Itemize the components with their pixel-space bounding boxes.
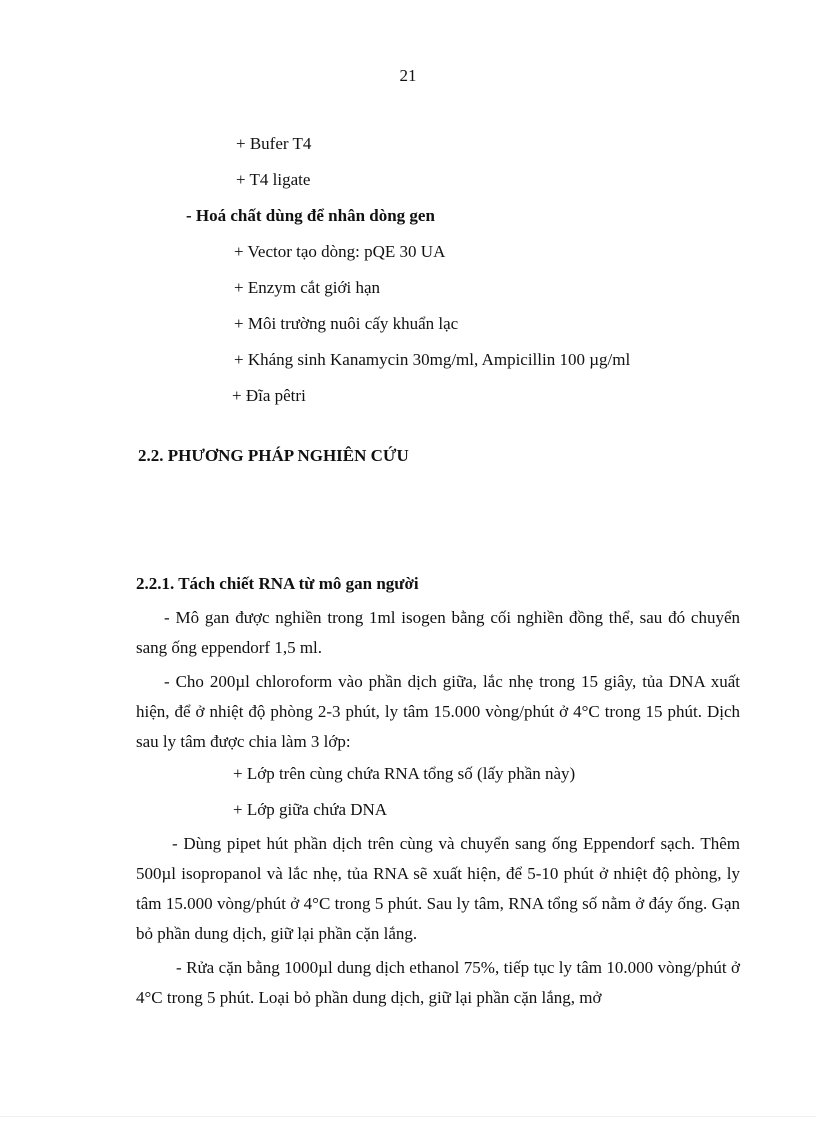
list-item-ligate: + T4 ligate <box>236 170 311 189</box>
list-item-medium: + Môi trường nuôi cấy khuẩn lạc <box>234 314 459 333</box>
section-heading: 2.2. PHƯƠNG PHÁP NGHIÊN CỨU <box>138 446 409 465</box>
list-item-enzyme: + Enzym cắt giới hạn <box>234 278 381 297</box>
layer-item-middle: + Lớp giữa chứa DNA <box>233 800 388 819</box>
paragraph-1-text: - Mô gan được nghiền trong 1ml isogen bằng cối nghiền đồng thể, sau đó chuyển sang ống eppendorf 1,5 ml. <box>136 608 740 657</box>
cloning-heading: - Hoá chất dùng để nhân dòng gen <box>186 206 435 225</box>
subsection-heading: 2.2.1. Tách chiết RNA từ mô gan người <box>136 574 419 593</box>
page-number: 21 <box>399 66 417 85</box>
list-item-antibiotic: + Kháng sinh Kanamycin 30mg/ml, Ampicillin 100 µg/ml <box>234 350 631 369</box>
page-bottom-divider <box>0 1116 816 1117</box>
paragraph-3 <box>136 829 740 949</box>
paragraph-2 <box>136 667 740 757</box>
list-item-bufer: + Bufer T4 <box>236 134 312 153</box>
paragraph-1 <box>136 603 740 663</box>
layer-item-top: + Lớp trên cùng chứa RNA tổng số (lấy phần này) <box>233 764 576 783</box>
paragraph-3-text: - Dùng pipet hút phần dịch trên cùng và chuyển sang ống Eppendorf sạch. Thêm 500µl isopropanol và lắc nhẹ, tủa RNA sẽ xuất hiện, để 5-10 phút ở nhiệt độ phòng, ly tâm 15.000 vòng/phút ở 4°C trong 5 phút. Sau ly tâm, RNA tổng số nằm ở đáy ống. Gạn bỏ phần dung dịch, giữ lại phần cặn lắng. <box>136 834 740 943</box>
list-item-vector: + Vector tạo dòng: pQE 30 UA <box>234 242 446 261</box>
paragraph-2-text: - Cho 200µl chloroform vào phần dịch giữa, lắc nhẹ trong 15 giây, tủa DNA xuất hiện, để ở nhiệt độ phòng 2-3 phút, ly tâm 15.000 vòng/phút ở 4°C trong 15 phút. Dịch sau ly tâm được chia làm 3 lớp: <box>136 672 740 751</box>
list-item-petri: + Đĩa pêtri <box>232 386 306 405</box>
paragraph-4 <box>136 953 740 1013</box>
paragraph-4-text: - Rửa cặn bằng 1000µl dung dịch ethanol 75%, tiếp tục ly tâm 10.000 vòng/phút ở 4°C trong 5 phút. Loại bỏ phần dung dịch, giữ lại phần cặn lắng, mở <box>136 958 740 1007</box>
